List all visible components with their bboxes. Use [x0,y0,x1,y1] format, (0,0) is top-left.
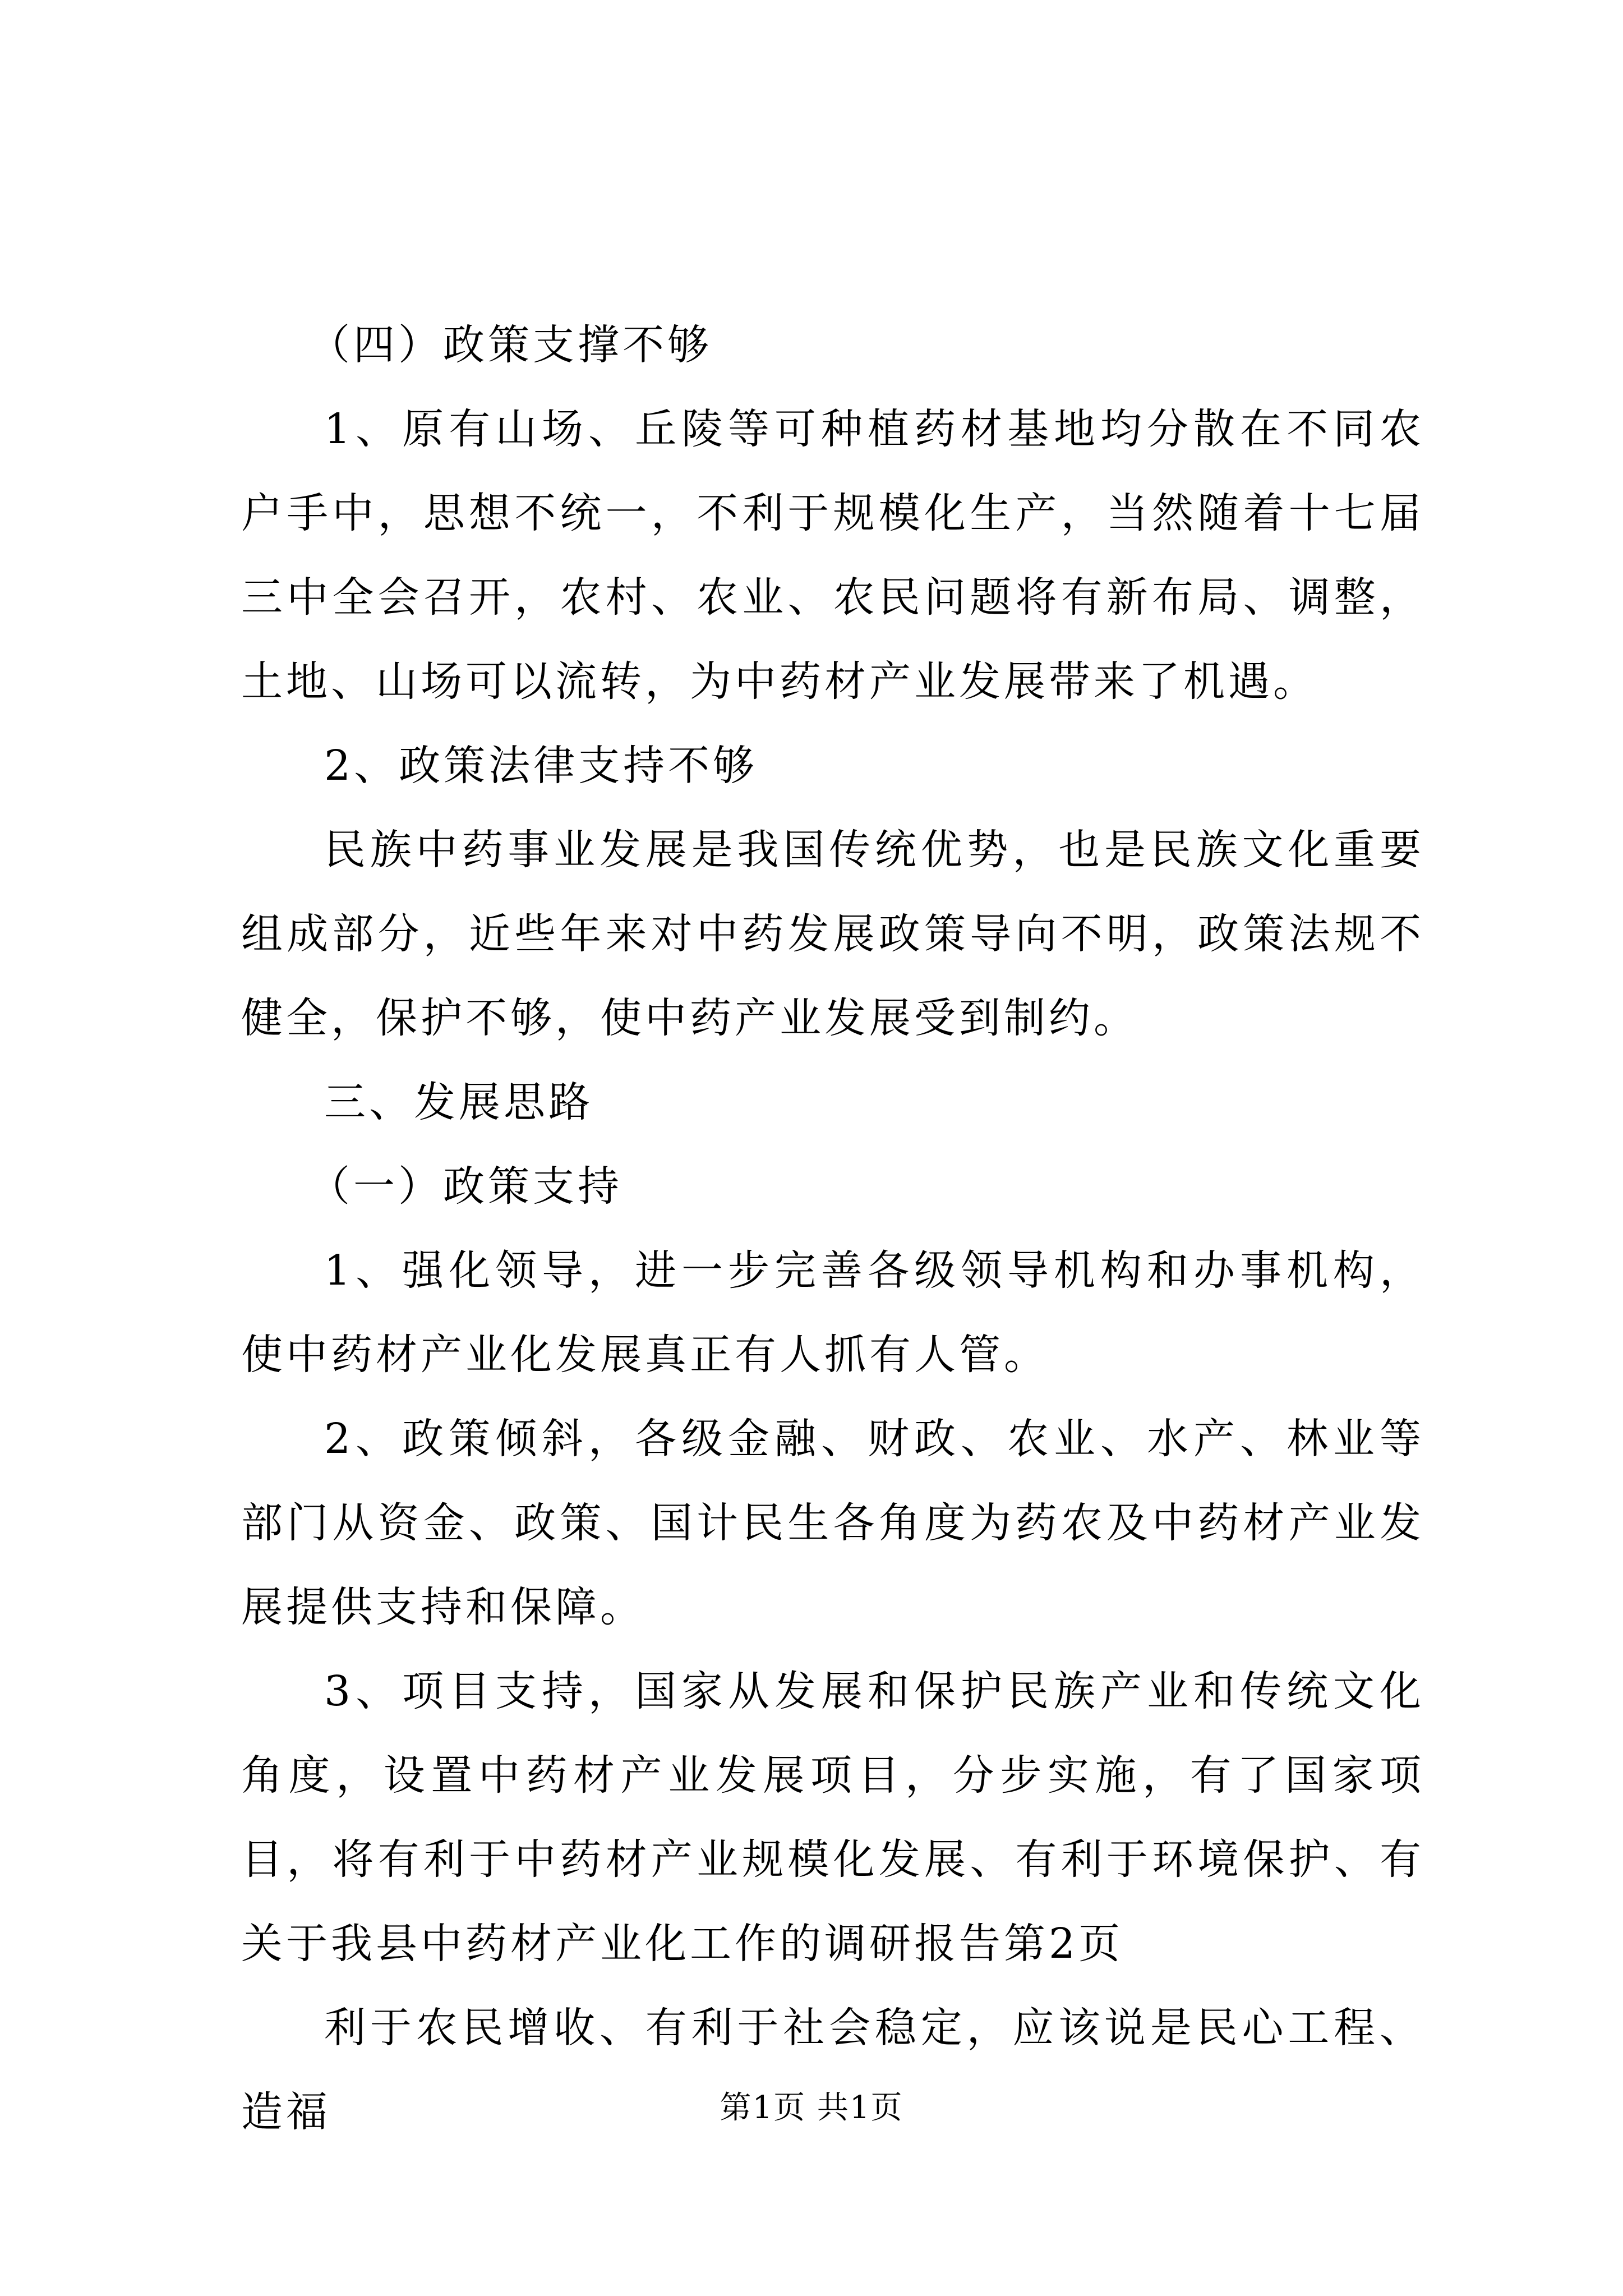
subheading: 2、政策法律支持不够 [324,742,758,790]
section-heading-4: （四）政策支撑不够 [308,321,712,369]
paragraph: 3、项目支持，国家从发展和保护民族产业和传统文化角度，设置中药材产业发展项目，分步实施，有了国家项目，将有利于中药材产业规模化发展、有利于环境保护、有关于我县中药材产业化工作的调研报告第2页 [241,1667,1424,1968]
page-footer: 第1页 共1页 [720,2090,903,2126]
paragraph: 利于农民增收、有利于社会稳定，应该说是民心工程、造福 [241,2004,1424,2136]
document-body [241,303,1424,2154]
paragraph: 民族中药事业发展是我国传统优势，也是民族文化重要组成部分，近些年来对中药发展政策导向不明，政策法规不健全，保护不够，使中药产业发展受到制约。 [241,826,1424,1042]
paragraph: 2、政策倾斜，各级金融、财政、农业、水产、林业等部门从资金、政策、国计民生各角度为药农及中药材产业发展提供支持和保障。 [241,1415,1424,1631]
section-heading-3: 三、发展思路 [324,1078,593,1126]
paragraph: 1、原有山场、丘陵等可种植药材基地均分散在不同农户手中，思想不统一，不利于规模化生产，当然随着十七届三中全会召开，农村、农业、农民问题将有新布局、调整，土地、山场可以流转，为中药材产业发展带来了机遇。 [241,405,1424,706]
section-heading-1: （一）政策支持 [308,1162,623,1211]
paragraph: 1、强化领导，进一步完善各级领导机构和办事机构，使中药材产业化发展真正有人抓有人管。 [241,1246,1424,1379]
